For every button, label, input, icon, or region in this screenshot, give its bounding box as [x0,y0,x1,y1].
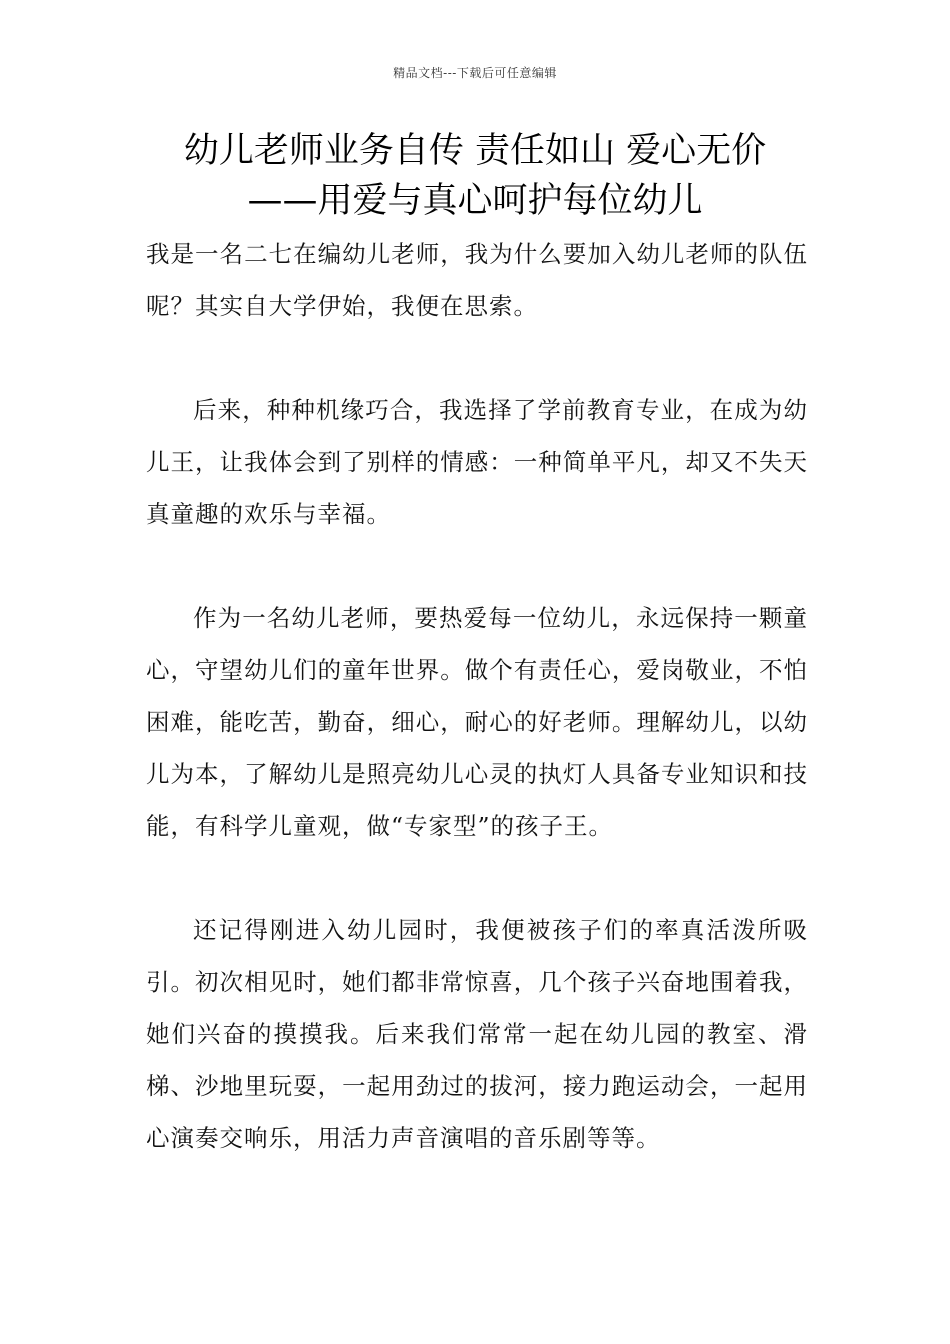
paragraph-3: 作为一名幼儿老师，要热爱每一位幼儿，永远保持一颗童心，守望幼儿们的童年世界。做个有责任心，爱岗敬业，不怕困难，能吃苦，勤奋，细心，耐心的好老师。理解幼儿，以幼儿为本，了解幼儿是照亮幼儿心灵的执灯人具备专业知识和技能，有科学儿童观，做“专家型”的孩子王。 [146,604,808,840]
document-title [100,126,850,226]
title-line-2: ——用爱与真心呵护每位幼儿 [247,181,703,221]
header-note: 精品文档---下载后可任意编辑 [393,66,557,80]
paragraph-4: 还记得刚进入幼儿园时，我便被孩子们的率真活泼所吸引。初次相见时，她们都非常惊喜，几个孩子兴奋地围着我，她们兴奋的摸摸我。后来我们常常一起在幼儿园的教室、滑梯、沙地里玩耍，一起用劲过的拔河，接力跑运动会，一起用心演奏交响乐，用活力声音演唱的音乐剧等等。 [146,916,808,1152]
paragraph-2: 后来，种种机缘巧合，我选择了学前教育专业，在成为幼儿王，让我体会到了别样的情感：一种简单平凡，却又不失天真童趣的欢乐与幸福。 [146,396,808,528]
title-line-1: 幼儿老师业务自传 责任如山 爱心无价 [183,131,767,171]
document-body [146,228,808,1216]
paragraph-1: 我是一名二七在编幼儿老师，我为什么要加入幼儿老师的队伍呢？其实自大学伊始，我便在思索。 [146,240,808,320]
